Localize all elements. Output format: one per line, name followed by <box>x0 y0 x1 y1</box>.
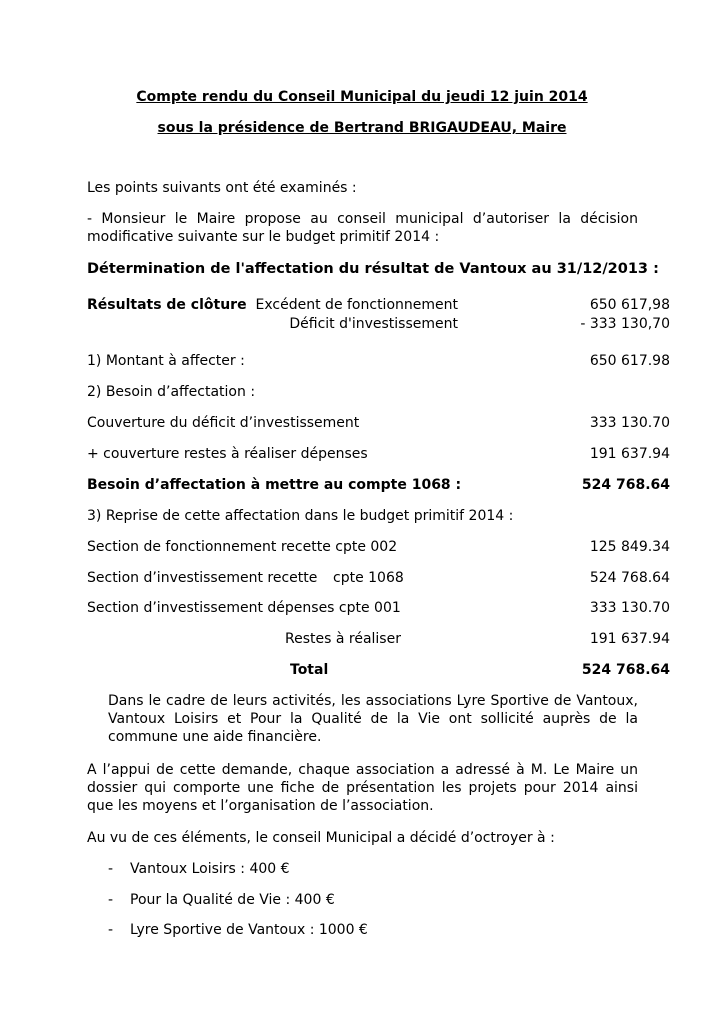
intro-proposal: - Monsieur le Maire propose au conseil municipal d’autoriser la décision modificative suivante sur le budget primitif 2014 : <box>87 211 638 245</box>
list-item: Pour la Qualité de Vie : 400 € <box>130 892 335 908</box>
resultats-label: Résultats de clôture <box>87 297 247 313</box>
besoin-1068-value: 524 768.64 <box>581 477 670 493</box>
restes-depenses-label: + couverture restes à réaliser dépenses <box>87 446 368 462</box>
invest-recette-label: Section d’investissement recette <box>87 570 318 586</box>
invest-recette-cpte: cpte 1068 <box>333 570 404 586</box>
fonctionnement-value: 125 849.34 <box>589 539 670 555</box>
excedent-label: Excédent de fonctionnement <box>255 297 458 313</box>
invest-depenses-label: Section d’investissement dépenses cpte 001 <box>87 600 401 616</box>
associations-paragraph-3: Au vu de ces éléments, le conseil Municipal a décidé d’octroyer à : <box>87 830 555 846</box>
deficit-value: - 333 130,70 <box>580 316 670 332</box>
intro-points: Les points suivants ont été examinés : <box>87 180 357 196</box>
fonctionnement-label: Section de fonctionnement recette cpte 002 <box>87 539 398 555</box>
list-bullet: - <box>108 922 114 938</box>
title-line-2: sous la présidence de Bertrand BRIGAUDEAU, Maire <box>157 120 567 136</box>
restes-value: 191 637.94 <box>589 631 670 647</box>
list-bullet: - <box>108 861 114 877</box>
title-line-1: Compte rendu du Conseil Municipal du jeudi 12 juin 2014 <box>136 89 588 105</box>
reprise-label: 3) Reprise de cette affectation dans le budget primitif 2014 : <box>87 508 514 524</box>
restes-label: Restes à réaliser <box>285 631 401 647</box>
montant-value: 650 617.98 <box>589 353 670 369</box>
besoin-1068-label: Besoin d’affectation à mettre au compte 1068 : <box>87 477 462 493</box>
deficit-label: Déficit d'investissement <box>289 316 458 332</box>
invest-depenses-value: 333 130.70 <box>589 600 670 616</box>
restes-depenses-value: 191 637.94 <box>589 446 670 462</box>
invest-recette-value: 524 768.64 <box>589 570 670 586</box>
total-label: Total <box>290 662 329 678</box>
total-value: 524 768.64 <box>581 662 670 678</box>
montant-label: 1) Montant à affecter : <box>87 353 245 369</box>
list-bullet: - <box>108 892 114 908</box>
associations-paragraph-1: Dans le cadre de leurs activités, les associations Lyre Sportive de Vantoux, Vantoux Loisirs et Pour la Qualité de la Vie ont sollicité auprès de la commune une aide financière. <box>108 693 638 745</box>
couverture-label: Couverture du déficit d’investissement <box>87 415 360 431</box>
besoin-label: 2) Besoin d’affectation : <box>87 384 256 400</box>
list-item: Vantoux Loisirs : 400 € <box>130 861 290 877</box>
couverture-value: 333 130.70 <box>589 415 670 431</box>
list-item: Lyre Sportive de Vantoux : 1000 € <box>130 922 368 938</box>
excedent-value: 650 617,98 <box>589 297 670 313</box>
determination-heading: Détermination de l'affectation du résultat de Vantoux au 31/12/2013 : <box>87 261 659 277</box>
associations-paragraph-2: A l’appui de cette demande, chaque association a adressé à M. Le Maire un dossier qui comporte une fiche de présentation les projets pour 2014 ainsi que les moyens et l’organisation de l’association. <box>87 762 638 814</box>
